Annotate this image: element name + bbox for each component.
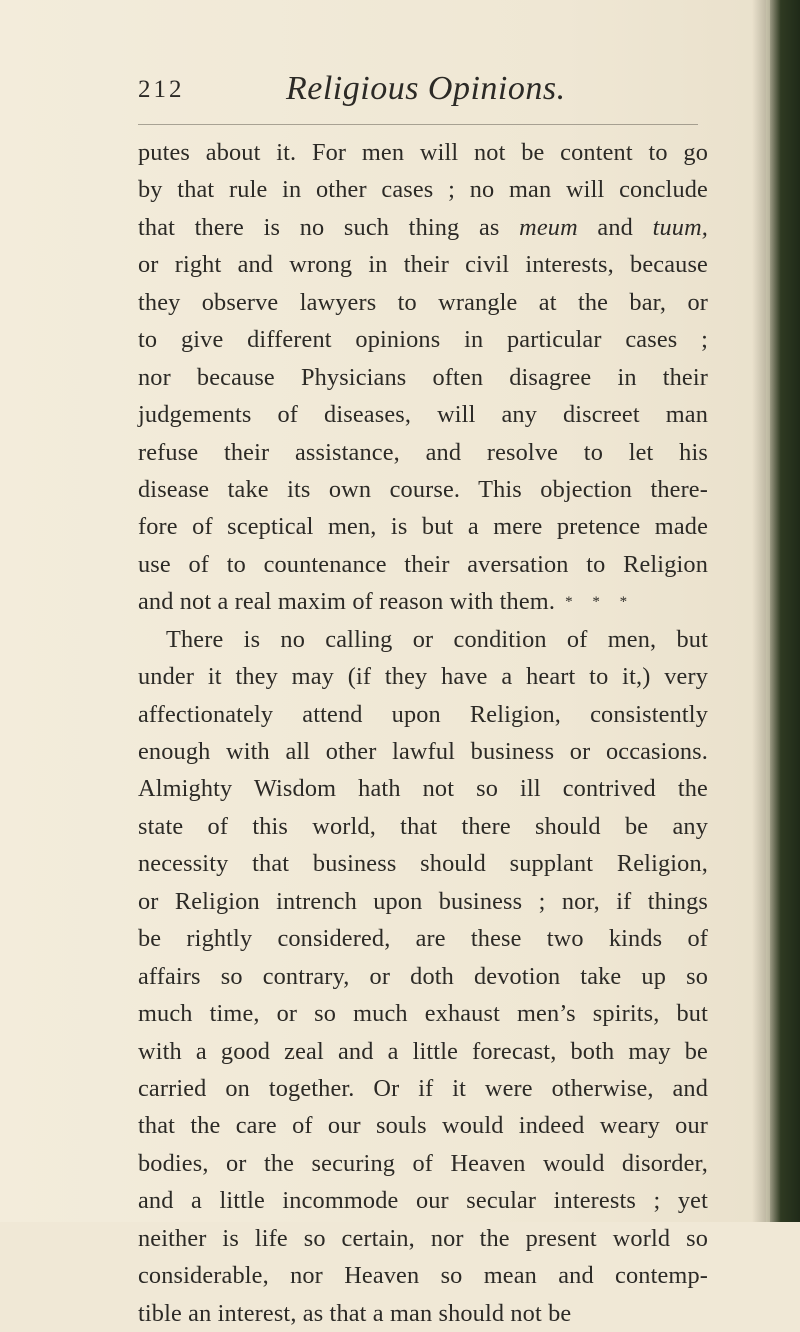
text-run: that there is no such thing as: [138, 213, 500, 241]
text-line: much time, or so much exhaust men’s spirits, but: [138, 1000, 708, 1028]
text-run: and not a real maxim of reason with them.: [138, 588, 556, 616]
text-line: or Religion intrench upon business ; nor, if things: [138, 887, 708, 915]
text-line: state of this world, that there should be any: [138, 812, 708, 840]
running-title: Religious Opinions.: [286, 70, 566, 107]
text-line: under it they may (if they have a heart to it,) very: [138, 663, 708, 691]
text-line: considerable, nor Heaven so mean and contemp-: [138, 1262, 708, 1290]
text-line: disease take its own course. This objection there-: [138, 475, 708, 503]
text-line: or right and wrong in their civil interests, because: [138, 251, 708, 279]
text-line: There is no calling or condition of men, but: [166, 625, 708, 653]
text-line: judgements of diseases, will any discreet man: [138, 401, 708, 429]
book-spine-shadow: [752, 0, 800, 1222]
header-rule: [138, 124, 698, 125]
text-line: and a little incommode our secular interests ; yet: [138, 1187, 708, 1215]
body-text: [138, 134, 708, 1332]
text-line: carried on together. Or if it were otherwise, and: [138, 1074, 708, 1102]
text-line: use of to countenance their aversation to Religion: [138, 550, 708, 578]
text-line: affairs so contrary, or doth devotion take up so: [138, 962, 708, 990]
italic-term: meum: [519, 213, 578, 241]
text-run: and: [597, 213, 633, 241]
text-line: they observe lawyers to wrangle at the bar, or: [138, 288, 708, 316]
italic-term: tuum,: [652, 213, 708, 241]
text-line: putes about it. For men will not be content to go: [138, 139, 708, 166]
text-line: to give different opinions in particular cases ;: [138, 326, 708, 354]
page-number: 212: [138, 76, 185, 103]
text-line: affectionately attend upon Religion, consistently: [138, 700, 708, 728]
text-line: [138, 209, 708, 246]
text-line: Almighty Wisdom hath not so ill contrived the: [138, 775, 708, 803]
text-line: bodies, or the securing of Heaven would disorder,: [138, 1149, 708, 1177]
text-line: refuse their assistance, and resolve to let his: [138, 438, 708, 466]
text-line: that the care of our souls would indeed weary our: [138, 1112, 708, 1140]
text-line: fore of sceptical men, is but a mere pretence made: [138, 513, 708, 541]
text-line: tible an interest, as that a man should not be: [138, 1299, 572, 1327]
text-line: enough with all other lawful business or occasions.: [138, 738, 708, 765]
text-line: by that rule in other cases ; no man will conclude: [138, 176, 708, 204]
text-line: with a good zeal and a little forecast, both may be: [138, 1037, 708, 1065]
text-line: [138, 583, 708, 620]
ellipsis-marks: * * *: [565, 594, 636, 611]
page-header: [138, 70, 698, 110]
text-line: neither is life so certain, nor the present world so: [138, 1224, 708, 1252]
text-line: be rightly considered, are these two kinds of: [138, 925, 708, 953]
text-line: necessity that business should supplant Religion,: [138, 850, 708, 878]
page-edge: [766, 0, 770, 1222]
text-line: nor because Physicians often disagree in their: [138, 363, 708, 391]
